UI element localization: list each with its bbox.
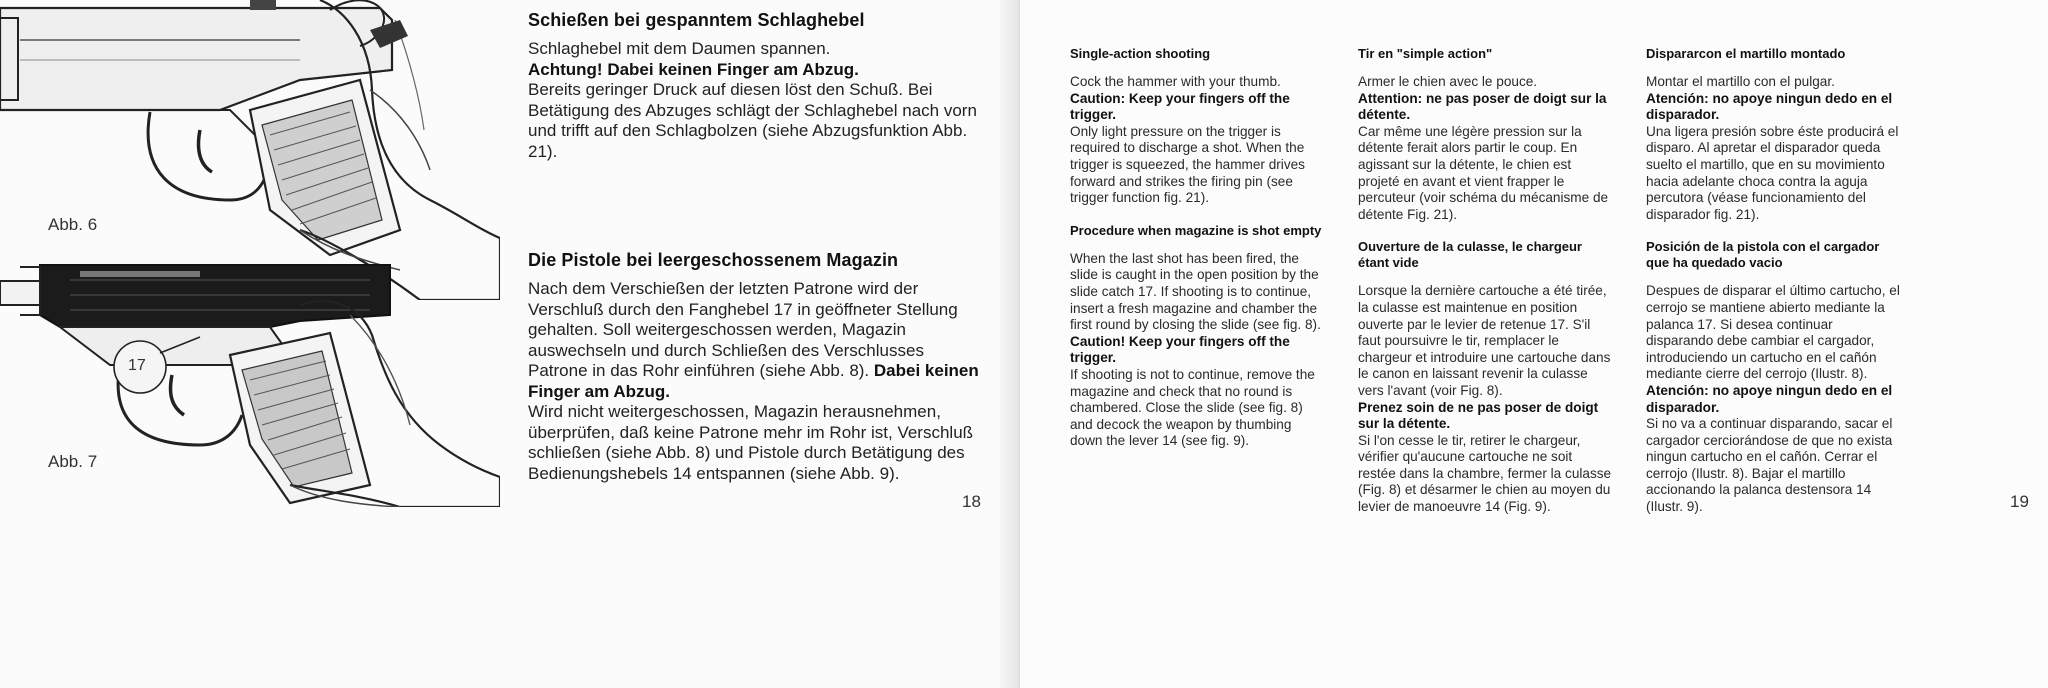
french-p2b: Si l'on cesse le tir, retirer le chargeur, vérifier qu'aucune cartouche ne soit restée dans la chambre, fermer la culasse (Fig. 8) et désarmer le chien au moyen du levier de manoeuvre 14 (Fig. 9). <box>1358 432 1612 515</box>
french-warning-2: Prenez soin de ne pas poser de doigt sur la détente. <box>1358 399 1599 432</box>
german-section-empty-magazine <box>528 250 983 484</box>
page-number-right: 19 <box>2010 492 2029 511</box>
spanish-body-2 <box>1646 283 1901 515</box>
german-section-1-body <box>528 39 983 162</box>
english-p1a: Cock the hammer with your thumb. <box>1070 74 1281 89</box>
german-section-2-p1: Nach dem Verschießen der letzten Patrone wird der Verschluß durch den Fanghebel 17 in geöffneter Stellung gehalten. Soll weitergeschossen werden, Magazin auswechseln und durch Schließen des Verschlusses Patrone in das Rohr einführen (siehe Abb. 8). <box>528 279 958 380</box>
column-french <box>1358 46 1613 516</box>
spanish-title-2: Posición de la pistola con el cargador que ha quedado vacio <box>1646 239 1880 271</box>
german-section-single-action <box>528 10 983 162</box>
english-p2b: If shooting is not to continue, remove the magazine and check that no round is chambered. Close the slide (see fig. 8) and decock the weapon by thumbing down the lever 14 (see fig. 9). <box>1070 366 1315 449</box>
french-title-1: Tir en "simple action" <box>1358 46 1493 61</box>
spanish-p1b: Una ligera presión sobre éste producirá el disparo. Al apretar el disparador queda suelto el martillo, que en su movimiento hacia adelante choca contra la aguja percutora (véase funcionamiento del disparador fig. 21). <box>1646 123 1899 222</box>
spanish-p2b: Si no va a continuar disparando, sacar el cargador cerciorándose de que no exista ningun cartucho en el cañón. Cerrar el cerrojo (Ilustr. 8). Bajar el martillo accionando la palanca destensora 14 (Ilustr. 9). <box>1646 416 1893 515</box>
french-p1a: Armer le chien avec le pouce. <box>1358 74 1538 89</box>
spanish-p2a: Despues de disparar el último cartucho, el cerrojo se mantiene abierto mediante la palanca 17. Si desea continuar disparando debe cambiar el cargador, introduciendo un cartucho en el cañón mediante cierre del cerrojo (Ilustr. 8). <box>1646 283 1900 382</box>
spanish-body-1 <box>1646 74 1901 223</box>
english-title-2: Procedure when magazine is shot empty <box>1070 222 1322 238</box>
figure-6-label: Abb. 6 <box>48 215 98 234</box>
column-spanish <box>1646 46 1901 516</box>
left-page <box>0 0 1010 688</box>
english-warning-1: Caution: Keep your fingers off the trigger. <box>1070 90 1290 123</box>
english-body-2 <box>1070 251 1325 450</box>
figure-7-callout-number: 17 <box>128 357 146 374</box>
french-p2a: Lorsque la dernière cartouche a été tirée, la culasse est maintenue en position ouverte par le levier de retenue 17. S'il faut poursuivre le tir, remplacer le chargeur et introduire une cartouche dans le canon en laissant revenir la culasse vers l'avant (voir Fig. 8). <box>1358 283 1611 398</box>
french-p1b: Car même une légère pression sur la détente ferait alors partir le coup. En agissant sur la détente, le chien est projeté en avant et vient frapper le percuteur (voir schéma du mécanisme de détente Fig. 21). <box>1358 123 1609 222</box>
french-title-2: Ouverture de la culasse, le chargeur étant vide <box>1358 239 1582 271</box>
english-body-1 <box>1070 74 1325 207</box>
figure-7-label: Abb. 7 <box>48 452 98 471</box>
english-title-1: Single-action shooting <box>1070 46 1211 61</box>
spanish-title-1: Dispararcon el martillo montado <box>1646 46 1846 61</box>
french-warning-1: Attention: ne pas poser de doigt sur la détente. <box>1358 90 1607 123</box>
column-english <box>1070 46 1325 450</box>
german-section-2-p2: Wird nicht weitergeschossen, Magazin herausnehmen, überprüfen, daß keine Patrone mehr im Rohr ist, Verschluß schließen (siehe Abb. 8) und Pistole durch Betätigung des Bedienungshebels 14 entspannen (siehe Abb. 9). <box>528 402 974 483</box>
page-number-left: 18 <box>962 492 981 511</box>
german-section-2-warning: Dabei keinen Finger am Abzug. <box>528 361 979 401</box>
german-section-1-p2: Bereits geringer Druck auf diesen löst den Schuß. Bei Betätigung des Abzuges schlägt der Schlaghebel nach vorn und trifft auf den Schlagbolzen (siehe Abzugsfunktion Abb. 21). <box>528 80 977 161</box>
spanish-warning-1: Atención: no apoye ningun dedo en el disparador. <box>1646 90 1893 123</box>
french-body-2 <box>1358 283 1613 515</box>
german-section-2-title: Die Pistole bei leergeschossenem Magazin <box>528 250 899 270</box>
german-section-1-title: Schießen bei gespanntem Schlaghebel <box>528 10 865 30</box>
german-section-1-warning: Achtung! Dabei keinen Finger am Abzug. <box>528 59 859 79</box>
spanish-p1a: Montar el martillo con el pulgar. <box>1646 74 1835 89</box>
french-body-1 <box>1358 74 1613 223</box>
right-page <box>1020 0 2048 688</box>
english-warning-2: Caution! Keep your fingers off the trigger. <box>1070 333 1290 366</box>
german-section-1-p1: Schlaghebel mit dem Daumen spannen. <box>528 39 831 58</box>
english-p1b: Only light pressure on the trigger is required to discharge a shot. When the trigger is squeezed, the hammer drives forward and strikes the firing pin (see trigger function fig. 21). <box>1070 123 1305 206</box>
german-section-2-body <box>528 279 983 484</box>
spanish-warning-2: Atención: no apoye ningun dedo en el disparador. <box>1646 382 1893 415</box>
english-p2a: When the last shot has been fired, the slide is caught in the open position by the slide catch 17. If shooting is to continue, insert a fresh magazine and chamber the first round by closing the slide (see fig. 8). <box>1070 250 1321 333</box>
